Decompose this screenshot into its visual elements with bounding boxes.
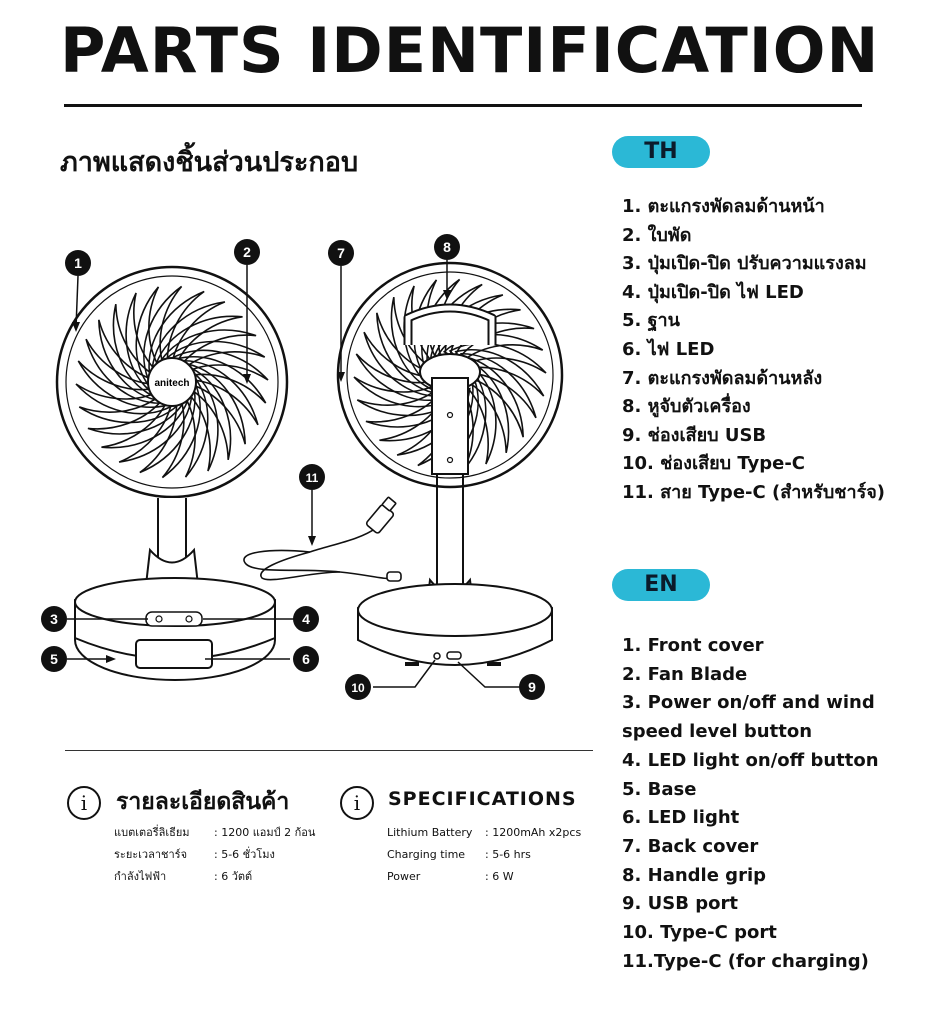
- diagram-heading-th: ภาพแสดงชิ้นส่วนประกอบ: [60, 147, 359, 178]
- list-item: 8. Handle grip: [622, 864, 766, 886]
- spec-value: : 6 วัตต์: [214, 870, 253, 883]
- table-row: [114, 865, 315, 887]
- list-item: 9. ช่องเสียบ USB: [622, 424, 767, 446]
- callout-number: 11: [305, 471, 319, 485]
- specs-table-en: [387, 821, 581, 887]
- list-item: 11. สาย Type-C (สำหรับชาร์จ): [622, 481, 886, 503]
- page-title: PARTS IDENTIFICATION: [60, 14, 880, 87]
- product-diagram: [0, 225, 600, 705]
- callout-number: 4: [302, 611, 310, 627]
- spec-label: Power: [387, 869, 421, 883]
- spec-value: : 5-6 hrs: [485, 847, 531, 861]
- list-item: 8. หูจับตัวเครื่อง: [622, 396, 751, 418]
- list-item: 2. Fan Blade: [622, 663, 748, 685]
- specs-divider: [65, 750, 593, 751]
- spec-label: ระยะเวลาชาร์จ: [114, 848, 188, 861]
- led-light: [136, 640, 212, 668]
- list-item: 2. ใบพัด: [622, 224, 692, 246]
- list-item: 4. ปุ่มเปิด-ปิด ไฟ LED: [622, 281, 804, 303]
- table-row: [387, 865, 581, 887]
- spec-value: : 1200mAh x2pcs: [485, 825, 582, 839]
- list-item: 5. Base: [622, 778, 697, 800]
- callout-number: 6: [302, 651, 310, 667]
- back-fan: [338, 263, 562, 666]
- list-item: speed level button: [622, 721, 813, 743]
- parts-list-en: [622, 632, 879, 976]
- spec-label: กำลังไฟฟ้า: [114, 870, 167, 883]
- info-icon: i: [340, 786, 374, 820]
- table-row: [114, 843, 315, 865]
- callout-number: 2: [243, 244, 251, 260]
- info-icon: i: [67, 786, 101, 820]
- spec-value: : 6 W: [485, 869, 514, 883]
- list-item: 4. LED light on/off button: [622, 749, 879, 771]
- list-item: 6. LED light: [622, 807, 740, 829]
- spec-value: : 1200 แอมป์ 2 ก้อน: [214, 826, 316, 839]
- specs-title-en: SPECIFICATIONS: [388, 788, 577, 810]
- list-item: 1. Front cover: [622, 635, 764, 656]
- callout-number: 10: [351, 681, 365, 695]
- title-divider: [64, 104, 862, 107]
- callout-number: 9: [528, 679, 536, 695]
- callout-number: 5: [50, 651, 58, 667]
- list-item: 5. ฐาน: [622, 310, 680, 332]
- list-item: 7. Back cover: [622, 835, 759, 857]
- callout-number: 8: [443, 239, 451, 255]
- type-c-cable: [244, 497, 401, 581]
- list-item: 9. USB port: [622, 893, 738, 915]
- list-item: 10. Type-C port: [622, 922, 777, 944]
- list-item: 11.Type-C (for charging): [622, 950, 869, 972]
- en-badge: EN: [612, 569, 710, 601]
- callout-number: 3: [50, 611, 58, 627]
- spec-label: Lithium Battery: [387, 825, 473, 839]
- spec-label: Charging time: [387, 847, 466, 861]
- power-button: [146, 612, 202, 626]
- brand-logo: anitech: [154, 378, 190, 389]
- list-item: 10. ช่องเสียบ Type-C: [622, 453, 805, 475]
- th-badge: TH: [612, 136, 710, 168]
- callout-number: 7: [337, 245, 345, 261]
- spec-value: : 5-6 ชั่วโมง: [214, 848, 275, 861]
- specs-table-th: [114, 821, 315, 887]
- list-item: 1. ตะแกรงพัดลมด้านหน้า: [622, 196, 825, 217]
- front-fan: [57, 267, 287, 680]
- specs-title-th: รายละเอียดสินค้า: [116, 789, 290, 815]
- list-item: 6. ไฟ LED: [622, 338, 715, 360]
- table-row: [387, 843, 581, 865]
- callout-number: 1: [74, 255, 82, 271]
- list-item: 7. ตะแกรงพัดลมด้านหลัง: [622, 367, 823, 389]
- spec-label: แบตเตอรี่ลิเธียม: [114, 826, 190, 839]
- parts-list-th: [622, 193, 885, 508]
- table-row: [387, 821, 581, 843]
- table-row: [114, 821, 315, 843]
- list-item: 3. Power on/off and wind: [622, 692, 875, 714]
- list-item: 3. ปุ่มเปิด-ปิด ปรับความแรงลม: [622, 253, 867, 275]
